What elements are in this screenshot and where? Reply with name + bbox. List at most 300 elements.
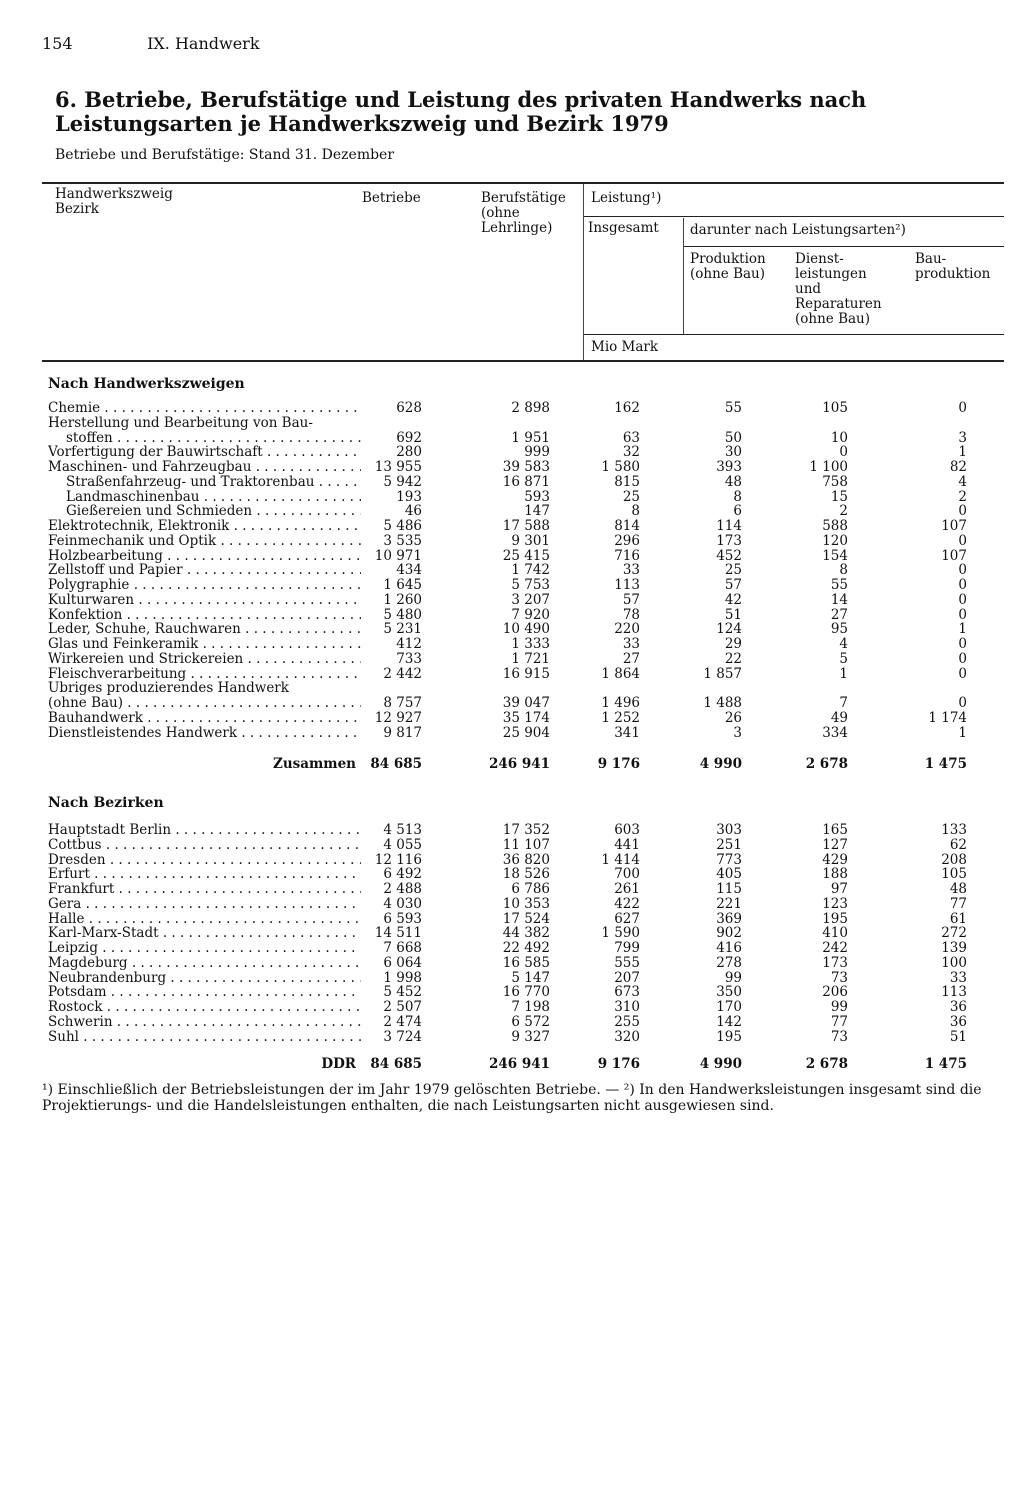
row-label: Gera . . . <box>48 897 361 912</box>
cell-betriebe: 12 927 <box>374 709 422 726</box>
cell-bau: 0 <box>958 503 967 520</box>
cell-berufstaetige: 16 585 <box>502 954 550 971</box>
cell-bau: 4 <box>958 473 967 490</box>
cell-berufstaetige: 3 207 <box>511 591 550 608</box>
header-leistung: Leistung¹) <box>591 190 662 206</box>
table-row <box>0 823 1024 838</box>
table-row <box>0 416 1024 431</box>
row-label: Bauhandwerk . . . <box>48 711 361 726</box>
cell-bau: 0 <box>958 532 967 549</box>
cell-insgesamt: 8 <box>631 503 640 520</box>
total-bau: 1 475 <box>924 756 967 772</box>
header-dienst-4: Reparaturen <box>795 296 882 312</box>
page-number: 154 <box>42 34 73 53</box>
cell-bau: 139 <box>941 940 967 956</box>
cell-produktion: 405 <box>716 866 742 883</box>
cell-berufstaetige: 16 770 <box>502 984 550 1001</box>
cell-berufstaetige: 1 333 <box>511 636 550 652</box>
cell-dienst: 206 <box>822 984 848 1001</box>
cell-insgesamt: 220 <box>614 621 640 638</box>
leistung-divider <box>583 184 584 360</box>
cell-produktion: 51 <box>724 606 742 623</box>
cell-betriebe: 6 593 <box>383 910 422 927</box>
header-berufstaetige-2: (ohne <box>481 205 520 221</box>
table-row <box>0 726 1024 741</box>
cell-dienst: 173 <box>822 954 848 971</box>
cell-insgesamt: 310 <box>614 999 640 1015</box>
cell-produktion: 3 <box>733 724 742 741</box>
cell-insgesamt: 25 <box>622 488 640 505</box>
cell-dienst: 758 <box>822 473 848 490</box>
cell-berufstaetige: 9 301 <box>511 532 550 549</box>
table-row <box>0 912 1024 927</box>
row-label: Polygraphie . . . <box>48 578 361 593</box>
header-insgesamt: Insgesamt <box>588 220 659 236</box>
cell-insgesamt: 1 580 <box>601 459 640 475</box>
cell-bau: 0 <box>958 562 967 579</box>
cell-produktion: 42 <box>724 591 742 608</box>
cell-bau: 272 <box>941 925 967 942</box>
cell-insgesamt: 207 <box>614 969 640 986</box>
cell-berufstaetige: 1 951 <box>511 429 550 446</box>
table-row <box>0 608 1024 623</box>
table-row <box>0 622 1024 637</box>
header-dienst-3: und <box>795 281 822 297</box>
row-label: (ohne Bau) . . . <box>48 696 361 711</box>
row-label: Schwerin . . . <box>48 1015 361 1030</box>
table-row <box>0 549 1024 564</box>
cell-insgesamt: 1 496 <box>601 695 640 711</box>
cell-bau: 82 <box>949 459 967 475</box>
row-label: Hauptstadt Berlin . . . <box>48 823 361 838</box>
cell-produktion: 99 <box>724 969 742 986</box>
cell-dienst: 105 <box>822 400 848 416</box>
cell-bau: 1 <box>958 621 967 638</box>
cell-produktion: 350 <box>716 984 742 1001</box>
table-row <box>0 504 1024 519</box>
header-berufstaetige-3: Lehrlinge) <box>481 220 553 236</box>
cell-betriebe: 628 <box>396 400 422 416</box>
cell-berufstaetige: 44 382 <box>502 925 550 942</box>
total-dienst: 2 678 <box>805 1056 848 1072</box>
cell-berufstaetige: 6 572 <box>511 1013 550 1030</box>
total-insgesamt: 9 176 <box>597 1056 640 1072</box>
cell-betriebe: 434 <box>396 562 422 579</box>
cell-dienst: 15 <box>830 488 848 505</box>
cell-dienst: 120 <box>822 532 848 549</box>
section-bezirke: Nach Bezirken <box>48 795 164 811</box>
cell-berufstaetige: 11 107 <box>502 836 550 853</box>
table-row <box>0 971 1024 986</box>
total-betriebe: 84 685 <box>370 756 422 772</box>
cell-produktion: 902 <box>716 925 742 942</box>
cell-berufstaetige: 39 047 <box>502 695 550 711</box>
cell-bau: 0 <box>958 577 967 593</box>
table-row <box>0 563 1024 578</box>
cell-dienst: 429 <box>822 851 848 868</box>
cell-betriebe: 12 116 <box>374 851 422 868</box>
cell-dienst: 123 <box>822 895 848 912</box>
row-label: Leipzig . . . <box>48 941 361 956</box>
cell-produktion: 30 <box>724 444 742 461</box>
cell-betriebe: 13 955 <box>374 459 422 475</box>
row-label: Dienstleistendes Handwerk . . . <box>48 726 361 741</box>
cell-betriebe: 6 492 <box>383 866 422 883</box>
cell-berufstaetige: 25 415 <box>502 547 550 564</box>
cell-betriebe: 4 030 <box>383 895 422 912</box>
row-label: Frankfurt . . . <box>48 882 361 897</box>
row-label: Neubrandenburg . . . <box>48 971 361 986</box>
cell-dienst: 410 <box>822 925 848 942</box>
cell-dienst: 4 <box>839 636 848 652</box>
header-produktion: Produktion <box>690 251 766 267</box>
total-dienst: 2 678 <box>805 756 848 772</box>
cell-berufstaetige: 17 352 <box>502 822 550 838</box>
cell-betriebe: 2 474 <box>383 1013 422 1030</box>
header-bau: Bau- <box>915 251 947 267</box>
table-row <box>0 445 1024 460</box>
cell-insgesamt: 603 <box>614 822 640 838</box>
table-title: 6. Betriebe, Berufstätige und Leistung des privaten Handwerks nach Leistungsarten je Handwerkszweig und Bezirk 1979 <box>55 87 867 136</box>
cell-betriebe: 2 507 <box>383 999 422 1015</box>
cell-bau: 36 <box>949 1013 967 1030</box>
cell-betriebe: 6 064 <box>383 954 422 971</box>
cell-dienst: 127 <box>822 836 848 853</box>
cell-dienst: 55 <box>830 577 848 593</box>
cell-produktion: 25 <box>724 562 742 579</box>
cell-bau: 61 <box>949 910 967 927</box>
cell-bau: 51 <box>949 1028 967 1045</box>
table-row <box>0 1015 1024 1030</box>
row-label: Magdeburg . . . <box>48 956 361 971</box>
table-row <box>0 667 1024 682</box>
table-row <box>0 838 1024 853</box>
cell-insgesamt: 57 <box>622 591 640 608</box>
cell-insgesamt: 422 <box>614 895 640 912</box>
cell-bau: 62 <box>949 836 967 853</box>
cell-betriebe: 4 513 <box>383 822 422 838</box>
row-label: Vorfertigung der Bauwirtschaft . . . <box>48 445 361 460</box>
cell-produktion: 57 <box>724 577 742 593</box>
table-row <box>0 956 1024 971</box>
cell-bau: 0 <box>958 695 967 711</box>
table-row <box>0 401 1024 416</box>
cell-insgesamt: 113 <box>614 577 640 593</box>
total-row <box>0 1057 1024 1072</box>
cell-bau: 113 <box>941 984 967 1001</box>
cell-bau: 133 <box>941 822 967 838</box>
cell-produktion: 173 <box>716 532 742 549</box>
cell-insgesamt: 814 <box>614 518 640 534</box>
cell-insgesamt: 555 <box>614 954 640 971</box>
row-label: Cottbus . . . <box>48 838 361 853</box>
cell-produktion: 48 <box>724 473 742 490</box>
row-label: Maschinen- und Fahrzeugbau . . . <box>48 460 361 475</box>
total-label: DDR <box>321 1057 356 1072</box>
cell-betriebe: 5 486 <box>383 518 422 534</box>
cell-berufstaetige: 147 <box>524 503 550 520</box>
cell-berufstaetige: 7 920 <box>511 606 550 623</box>
cell-produktion: 221 <box>716 895 742 912</box>
header-dienst-5: (ohne Bau) <box>795 311 870 327</box>
cell-produktion: 1 488 <box>703 695 742 711</box>
row-label: Holzbearbeitung . . . <box>48 549 361 564</box>
cell-bau: 33 <box>949 969 967 986</box>
table-row <box>0 897 1024 912</box>
total-produktion: 4 990 <box>699 1056 742 1072</box>
cell-dienst: 73 <box>830 969 848 986</box>
cell-berufstaetige: 6 786 <box>511 881 550 897</box>
cell-berufstaetige: 10 490 <box>502 621 550 638</box>
leistung-rule <box>583 216 1004 217</box>
total-row <box>0 757 1024 772</box>
cell-produktion: 170 <box>716 999 742 1015</box>
row-label: Wirkereien und Strickereien . . . <box>48 652 361 667</box>
table-row <box>0 681 1024 696</box>
cell-bau: 48 <box>949 881 967 897</box>
table-row <box>0 1030 1024 1045</box>
cell-insgesamt: 815 <box>614 473 640 490</box>
cell-betriebe: 8 757 <box>383 695 422 711</box>
cell-produktion: 55 <box>724 400 742 416</box>
insgesamt-divider <box>683 218 684 334</box>
table-row <box>0 926 1024 941</box>
row-label: Rostock . . . <box>48 1000 361 1015</box>
cell-dienst: 97 <box>830 881 848 897</box>
cell-dienst: 165 <box>822 822 848 838</box>
table-row <box>0 519 1024 534</box>
cell-betriebe: 5 480 <box>383 606 422 623</box>
cell-dienst: 588 <box>822 518 848 534</box>
cell-betriebe: 3 535 <box>383 532 422 549</box>
cell-insgesamt: 799 <box>614 940 640 956</box>
cell-betriebe: 3 724 <box>383 1028 422 1045</box>
cell-betriebe: 733 <box>396 650 422 667</box>
table-row <box>0 853 1024 868</box>
cell-dienst: 95 <box>830 621 848 638</box>
cell-betriebe: 5 942 <box>383 473 422 490</box>
cell-produktion: 303 <box>716 822 742 838</box>
cell-insgesamt: 63 <box>622 429 640 446</box>
table-row <box>0 460 1024 475</box>
cell-insgesamt: 33 <box>622 562 640 579</box>
cell-berufstaetige: 9 327 <box>511 1028 550 1045</box>
cell-bau: 105 <box>941 866 967 883</box>
cell-berufstaetige: 17 524 <box>502 910 550 927</box>
cell-dienst: 334 <box>822 724 848 741</box>
cell-bau: 0 <box>958 636 967 652</box>
cell-berufstaetige: 1 721 <box>511 650 550 667</box>
cell-berufstaetige: 5 753 <box>511 577 550 593</box>
table-row <box>0 475 1024 490</box>
cell-berufstaetige: 18 526 <box>502 866 550 883</box>
row-label: Landmaschinenbau . . . <box>66 490 361 505</box>
cell-produktion: 124 <box>716 621 742 638</box>
cell-produktion: 6 <box>733 503 742 520</box>
cell-dienst: 242 <box>822 940 848 956</box>
cell-betriebe: 10 971 <box>374 547 422 564</box>
cell-insgesamt: 32 <box>622 444 640 461</box>
cell-dienst: 154 <box>822 547 848 564</box>
cell-insgesamt: 78 <box>622 606 640 623</box>
cell-betriebe: 412 <box>396 636 422 652</box>
cell-betriebe: 46 <box>404 503 422 520</box>
row-label: Chemie . . . <box>48 401 361 416</box>
total-bau: 1 475 <box>924 1056 967 1072</box>
cell-dienst: 1 100 <box>809 459 848 475</box>
footnotes: ¹) Einschließlich der Betriebsleistungen der im Jahr 1979 gelöschten Betriebe. — ²) In den Handwerksleistungen insgesamt sind die Projektierungs- und die Handelsleistungen enthalten, die nach Leistungsarten nicht ausgewiesen sind. <box>42 1082 982 1114</box>
header-darunter: darunter nach Leistungsarten²) <box>690 222 906 238</box>
cell-berufstaetige: 1 742 <box>511 562 550 579</box>
header-unit: Mio Mark <box>591 339 659 355</box>
row-label: Zellstoff und Papier . . . <box>48 563 361 578</box>
section-zweige: Nach Handwerkszweigen <box>48 376 245 392</box>
cell-betriebe: 7 668 <box>383 940 422 956</box>
total-berufstaetige: 246 941 <box>488 756 550 772</box>
cell-betriebe: 5 231 <box>383 621 422 638</box>
header-dienst: Dienst- <box>795 251 844 267</box>
cell-bau: 77 <box>949 895 967 912</box>
table-subtitle: Betriebe und Berufstätige: Stand 31. Dezember <box>55 147 395 163</box>
cell-bau: 36 <box>949 999 967 1015</box>
row-label: Karl-Marx-Stadt . . . <box>48 926 361 941</box>
table-row <box>0 593 1024 608</box>
table-row <box>0 637 1024 652</box>
cell-betriebe: 2 488 <box>383 881 422 897</box>
cell-berufstaetige: 17 588 <box>502 518 550 534</box>
cell-betriebe: 2 442 <box>383 665 422 682</box>
row-label: Erfurt . . . <box>48 867 361 882</box>
cell-insgesamt: 441 <box>614 836 640 853</box>
cell-bau: 0 <box>958 400 967 416</box>
cell-dienst: 5 <box>839 650 848 667</box>
row-label: Feinmechanik und Optik . . . <box>48 534 361 549</box>
cell-betriebe: 692 <box>396 429 422 446</box>
cell-dienst: 99 <box>830 999 848 1015</box>
cell-dienst: 8 <box>839 562 848 579</box>
cell-insgesamt: 1 252 <box>601 709 640 726</box>
cell-insgesamt: 673 <box>614 984 640 1001</box>
cell-betriebe: 1 645 <box>383 577 422 593</box>
table-row <box>0 985 1024 1000</box>
cell-bau: 3 <box>958 429 967 446</box>
cell-produktion: 142 <box>716 1013 742 1030</box>
header-zweig: Handwerkszweig <box>55 186 173 202</box>
cell-betriebe: 9 817 <box>383 724 422 741</box>
header-bau-2: produktion <box>915 266 991 282</box>
row-label: Übriges produzierendes Handwerk <box>48 681 289 696</box>
cell-berufstaetige: 16 915 <box>502 665 550 682</box>
cell-insgesamt: 162 <box>614 400 640 416</box>
header-betriebe: Betriebe <box>362 190 421 206</box>
cell-bau: 1 174 <box>928 709 967 726</box>
cell-dienst: 195 <box>822 910 848 927</box>
row-label: Potsdam . . . <box>48 985 361 1000</box>
cell-dienst: 27 <box>830 606 848 623</box>
cell-bau: 107 <box>941 518 967 534</box>
cell-produktion: 115 <box>716 881 742 897</box>
row-label: Dresden . . . <box>48 853 361 868</box>
cell-produktion: 393 <box>716 459 742 475</box>
header-top-rule <box>42 182 1004 184</box>
header-produktion-2: (ohne Bau) <box>690 266 765 282</box>
unit-rule <box>583 334 1004 335</box>
cell-berufstaetige: 5 147 <box>511 969 550 986</box>
cell-produktion: 452 <box>716 547 742 564</box>
cell-berufstaetige: 16 871 <box>502 473 550 490</box>
cell-dienst: 0 <box>839 444 848 461</box>
row-label: Straßenfahrzeug- und Traktorenbau . . . <box>66 475 361 490</box>
cell-produktion: 1 857 <box>703 665 742 682</box>
header-berufstaetige: Berufstätige <box>481 190 566 206</box>
cell-insgesamt: 627 <box>614 910 640 927</box>
cell-produktion: 22 <box>724 650 742 667</box>
cell-produktion: 8 <box>733 488 742 505</box>
row-label: Konfektion . . . <box>48 608 361 623</box>
cell-bau: 0 <box>958 665 967 682</box>
cell-bau: 2 <box>958 488 967 505</box>
table-row <box>0 711 1024 726</box>
cell-bau: 208 <box>941 851 967 868</box>
cell-produktion: 773 <box>716 851 742 868</box>
cell-berufstaetige: 22 492 <box>502 940 550 956</box>
cell-insgesamt: 1 864 <box>601 665 640 682</box>
row-label: Fleischverarbeitung . . . <box>48 667 361 682</box>
cell-dienst: 1 <box>839 665 848 682</box>
cell-bau: 0 <box>958 606 967 623</box>
total-betriebe: 84 685 <box>370 1056 422 1072</box>
header-bezirk: Bezirk <box>55 201 99 217</box>
cell-betriebe: 14 511 <box>374 925 422 942</box>
cell-produktion: 278 <box>716 954 742 971</box>
cell-berufstaetige: 25 904 <box>502 724 550 741</box>
cell-insgesamt: 1 590 <box>601 925 640 942</box>
cell-insgesamt: 341 <box>614 724 640 741</box>
cell-bau: 0 <box>958 591 967 608</box>
cell-bau: 0 <box>958 650 967 667</box>
total-berufstaetige: 246 941 <box>488 1056 550 1072</box>
row-label: Herstellung und Bearbeitung von Bau- <box>48 415 313 431</box>
table-row <box>0 867 1024 882</box>
table-row <box>0 696 1024 711</box>
table-row <box>0 652 1024 667</box>
cell-produktion: 369 <box>716 910 742 927</box>
table-row <box>0 490 1024 505</box>
cell-berufstaetige: 36 820 <box>502 851 550 868</box>
chapter-title: IX. Handwerk <box>147 34 260 53</box>
row-label: Leder, Schuhe, Rauchwaren . . . <box>48 622 361 637</box>
cell-betriebe: 193 <box>396 488 422 505</box>
cell-betriebe: 280 <box>396 444 422 461</box>
cell-insgesamt: 296 <box>614 532 640 549</box>
cell-produktion: 50 <box>724 429 742 446</box>
table-row <box>0 534 1024 549</box>
cell-insgesamt: 27 <box>622 650 640 667</box>
row-label: Suhl . . . <box>48 1030 361 1045</box>
cell-produktion: 195 <box>716 1028 742 1045</box>
cell-dienst: 10 <box>830 429 848 446</box>
cell-dienst: 2 <box>839 503 848 520</box>
cell-produktion: 251 <box>716 836 742 853</box>
cell-betriebe: 4 055 <box>383 836 422 853</box>
cell-berufstaetige: 39 583 <box>502 459 550 475</box>
cell-berufstaetige: 10 353 <box>502 895 550 912</box>
cell-bau: 107 <box>941 547 967 564</box>
cell-bau: 100 <box>941 954 967 971</box>
total-label: Zusammen <box>273 757 356 772</box>
cell-dienst: 7 <box>839 695 848 711</box>
table-row <box>0 1000 1024 1015</box>
